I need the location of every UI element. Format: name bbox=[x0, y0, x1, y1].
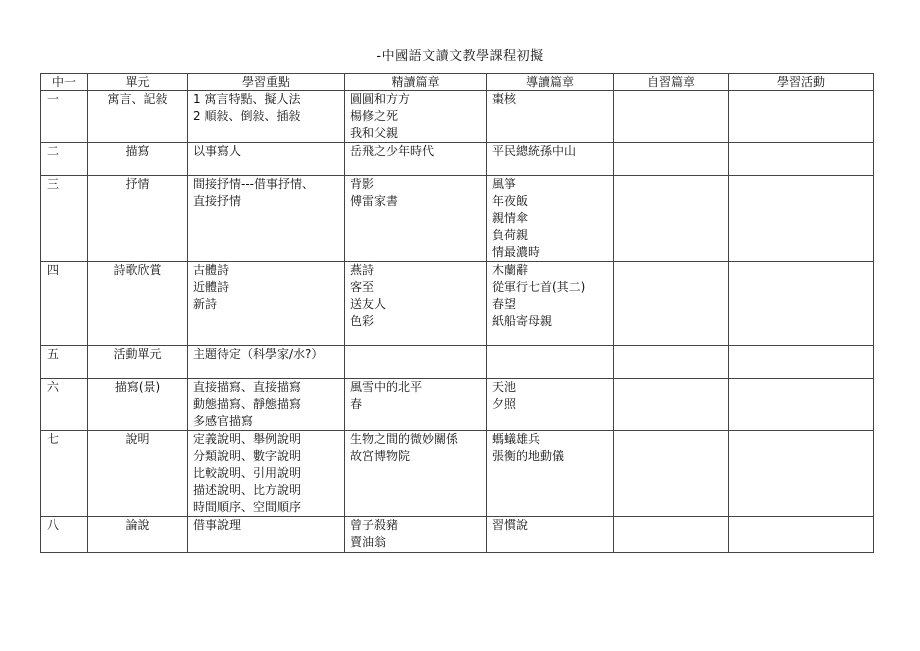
curriculum-table bbox=[40, 73, 874, 553]
learning-focus-cell bbox=[188, 517, 345, 553]
header-guided-reading: 導讀篇章 bbox=[487, 74, 614, 91]
header-unit: 單元 bbox=[88, 74, 188, 91]
self-study-cell bbox=[614, 346, 729, 379]
learning-focus-item: 比較說明、引用說明 bbox=[193, 466, 302, 480]
guided-reading-cell bbox=[487, 176, 614, 262]
unit-name: 說明 bbox=[125, 432, 150, 446]
unit-cell bbox=[88, 91, 188, 143]
intensive-reading-item: 背影 bbox=[350, 177, 375, 191]
guided-reading-cell bbox=[487, 91, 614, 143]
learning-focus-item: 1 寓言特點、擬人法 bbox=[193, 92, 301, 106]
intensive-reading-item: 傅雷家書 bbox=[350, 194, 399, 208]
lesson-number: 七 bbox=[47, 432, 60, 446]
learning-focus-cell bbox=[188, 143, 345, 176]
intensive-reading-cell bbox=[345, 379, 487, 431]
learning-focus-item: 近體詩 bbox=[193, 280, 230, 294]
intensive-reading-cell bbox=[345, 262, 487, 346]
intensive-reading-item: 春 bbox=[350, 397, 363, 411]
self-study-cell bbox=[614, 176, 729, 262]
unit-cell bbox=[88, 431, 188, 517]
guided-reading-cell bbox=[487, 431, 614, 517]
learning-focus-item: 間接抒情---借事抒情、 bbox=[193, 177, 314, 191]
learning-focus-item: 分類說明、數字說明 bbox=[193, 449, 302, 463]
learning-focus-cell bbox=[188, 262, 345, 346]
intensive-reading-cell bbox=[345, 176, 487, 262]
unit-cell bbox=[88, 346, 188, 379]
learning-focus-item: 時間順序、空間順序 bbox=[193, 500, 302, 514]
page-title: -中國語文讀文教學課程初擬 bbox=[376, 49, 544, 64]
lesson-number-cell bbox=[41, 143, 88, 176]
self-study-cell bbox=[614, 431, 729, 517]
lesson-number-cell bbox=[41, 346, 88, 379]
header-grade: 中一 bbox=[41, 74, 88, 91]
learning-focus-item: 主題待定（科學家/水?） bbox=[193, 347, 324, 361]
intensive-reading-item: 風雪中的北平 bbox=[350, 380, 423, 394]
guided-reading-item: 天池 bbox=[492, 380, 517, 394]
header-self-study: 自習篇章 bbox=[614, 74, 729, 91]
intensive-reading-item: 燕詩 bbox=[350, 263, 375, 277]
header-intensive-reading: 精讀篇章 bbox=[345, 74, 487, 91]
intensive-reading-item: 曾子殺豬 bbox=[350, 518, 399, 532]
unit-name: 活動單元 bbox=[113, 347, 162, 361]
learning-activity-cell bbox=[729, 176, 874, 262]
learning-focus-item: 描述說明、比方說明 bbox=[193, 483, 302, 497]
unit-name: 論說 bbox=[125, 518, 150, 532]
learning-focus-cell bbox=[188, 431, 345, 517]
learning-focus-cell bbox=[188, 346, 345, 379]
guided-reading-cell bbox=[487, 346, 614, 379]
learning-activity-cell bbox=[729, 379, 874, 431]
guided-reading-item: 平民總統孫中山 bbox=[492, 144, 577, 158]
intensive-reading-cell bbox=[345, 517, 487, 553]
lesson-number-cell bbox=[41, 176, 88, 262]
header-learning-focus: 學習重點 bbox=[188, 74, 345, 91]
intensive-reading-item: 圓圓和方方 bbox=[350, 92, 411, 106]
guided-reading-item: 張衡的地動儀 bbox=[492, 449, 565, 463]
guided-reading-cell bbox=[487, 379, 614, 431]
learning-focus-item: 以事寫人 bbox=[193, 144, 242, 158]
intensive-reading-item: 故宮博物院 bbox=[350, 449, 411, 463]
lesson-number: 三 bbox=[47, 177, 60, 191]
lesson-number: 六 bbox=[47, 380, 60, 394]
learning-activity-cell bbox=[729, 143, 874, 176]
intensive-reading-item: 楊修之死 bbox=[350, 109, 399, 123]
unit-name: 寓言、記敍 bbox=[107, 92, 168, 106]
unit-cell bbox=[88, 262, 188, 346]
table-body bbox=[41, 91, 874, 553]
unit-name: 描寫 bbox=[125, 144, 150, 158]
guided-reading-item: 年夜飯 bbox=[492, 194, 529, 208]
lesson-number-cell bbox=[41, 431, 88, 517]
table-row bbox=[41, 176, 874, 262]
self-study-cell bbox=[614, 262, 729, 346]
self-study-cell bbox=[614, 379, 729, 431]
intensive-reading-item: 生物之間的微妙關係 bbox=[350, 432, 459, 446]
learning-focus-item: 動態描寫、靜態描寫 bbox=[193, 397, 302, 411]
intensive-reading-cell bbox=[345, 346, 487, 379]
learning-activity-cell bbox=[729, 517, 874, 553]
table-row bbox=[41, 143, 874, 176]
lesson-number: 二 bbox=[47, 144, 60, 158]
guided-reading-cell bbox=[487, 262, 614, 346]
learning-focus-cell bbox=[188, 379, 345, 431]
intensive-reading-item: 賣油翁 bbox=[350, 535, 387, 549]
learning-focus-item: 借事說理 bbox=[193, 518, 242, 532]
lesson-number-cell bbox=[41, 262, 88, 346]
header-learning-activity: 學習活動 bbox=[729, 74, 874, 91]
intensive-reading-cell bbox=[345, 143, 487, 176]
intensive-reading-item: 岳飛之少年時代 bbox=[350, 144, 435, 158]
guided-reading-item: 情最濃時 bbox=[492, 245, 541, 259]
table-row bbox=[41, 517, 874, 553]
self-study-cell bbox=[614, 91, 729, 143]
intensive-reading-item: 我和父親 bbox=[350, 126, 399, 140]
learning-focus-item: 多感官描寫 bbox=[193, 414, 254, 428]
guided-reading-item: 從軍行七首(其二) bbox=[492, 280, 586, 294]
learning-activity-cell bbox=[729, 91, 874, 143]
lesson-number: 五 bbox=[47, 347, 60, 361]
unit-cell bbox=[88, 517, 188, 553]
lesson-number-cell bbox=[41, 517, 88, 553]
table-row bbox=[41, 262, 874, 346]
intensive-reading-item: 色彩 bbox=[350, 314, 375, 328]
guided-reading-item: 春望 bbox=[492, 297, 517, 311]
learning-focus-item: 定義說明、舉例說明 bbox=[193, 432, 302, 446]
guided-reading-item: 負荷親 bbox=[492, 228, 529, 242]
learning-focus-item: 新詩 bbox=[193, 297, 218, 311]
guided-reading-item: 木蘭辭 bbox=[492, 263, 529, 277]
learning-focus-item: 古體詩 bbox=[193, 263, 230, 277]
guided-reading-item: 親情傘 bbox=[492, 211, 529, 225]
table-row bbox=[41, 379, 874, 431]
guided-reading-item: 風箏 bbox=[492, 177, 517, 191]
guided-reading-cell bbox=[487, 517, 614, 553]
unit-name: 抒情 bbox=[125, 177, 150, 191]
learning-focus-cell bbox=[188, 91, 345, 143]
learning-focus-item: 2 順敍、倒敍、插敍 bbox=[193, 109, 301, 123]
table-row bbox=[41, 346, 874, 379]
intensive-reading-cell bbox=[345, 91, 487, 143]
learning-activity-cell bbox=[729, 346, 874, 379]
learning-focus-cell bbox=[188, 176, 345, 262]
lesson-number-cell bbox=[41, 91, 88, 143]
guided-reading-item: 棗核 bbox=[492, 92, 517, 106]
guided-reading-item: 習慣說 bbox=[492, 518, 529, 532]
self-study-cell bbox=[614, 517, 729, 553]
lesson-number: 四 bbox=[47, 263, 60, 277]
learning-focus-item: 直接描寫、直接描寫 bbox=[193, 380, 302, 394]
lesson-number: 一 bbox=[47, 92, 60, 106]
lesson-number-cell bbox=[41, 379, 88, 431]
guided-reading-item: 夕照 bbox=[492, 397, 517, 411]
lesson-number: 八 bbox=[47, 518, 60, 532]
intensive-reading-item: 客至 bbox=[350, 280, 375, 294]
guided-reading-item: 紙船寄母親 bbox=[492, 314, 553, 328]
intensive-reading-cell bbox=[345, 431, 487, 517]
learning-activity-cell bbox=[729, 431, 874, 517]
table-row bbox=[41, 91, 874, 143]
table-header-row bbox=[41, 74, 874, 91]
learning-focus-item: 直接抒情 bbox=[193, 194, 242, 208]
unit-name: 描寫(景) bbox=[114, 380, 161, 394]
self-study-cell bbox=[614, 143, 729, 176]
unit-cell bbox=[88, 143, 188, 176]
unit-cell bbox=[88, 176, 188, 262]
unit-name: 詩歌欣賞 bbox=[113, 263, 162, 277]
table-row bbox=[41, 431, 874, 517]
guided-reading-item: 螞蟻雄兵 bbox=[492, 432, 541, 446]
intensive-reading-item: 送友人 bbox=[350, 297, 387, 311]
unit-cell bbox=[88, 379, 188, 431]
guided-reading-cell bbox=[487, 143, 614, 176]
learning-activity-cell bbox=[729, 262, 874, 346]
